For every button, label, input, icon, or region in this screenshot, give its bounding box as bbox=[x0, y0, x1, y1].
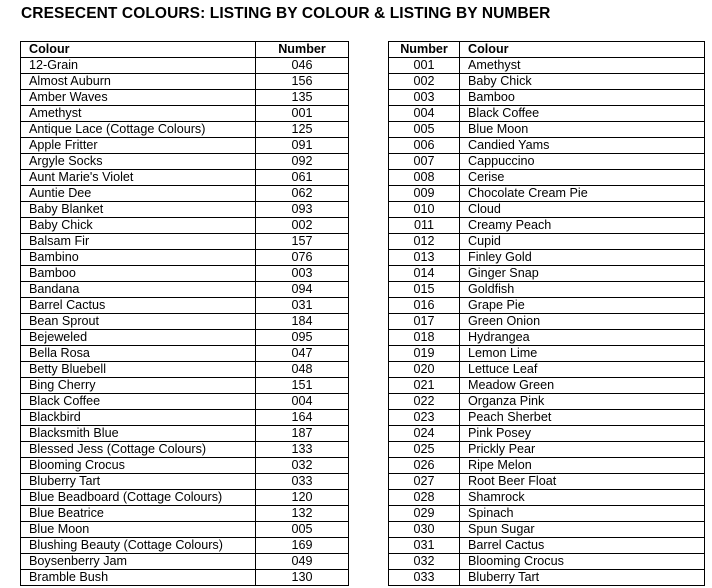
table-row bbox=[389, 538, 705, 554]
colour-name-cell: Grape Pie bbox=[460, 298, 705, 314]
colour-number-cell: 026 bbox=[389, 458, 460, 474]
table-row bbox=[389, 346, 705, 362]
colour-number-cell: 076 bbox=[256, 250, 349, 266]
colour-name-cell: Barrel Cactus bbox=[21, 298, 256, 314]
table-row bbox=[389, 218, 705, 234]
table-row bbox=[21, 458, 349, 474]
table-row bbox=[21, 186, 349, 202]
colour-name-cell: 12-Grain bbox=[21, 58, 256, 74]
colour-number-cell: 169 bbox=[256, 538, 349, 554]
table-row bbox=[21, 394, 349, 410]
table-row bbox=[389, 266, 705, 282]
colour-number-cell: 156 bbox=[256, 74, 349, 90]
colour-name-cell: Finley Gold bbox=[460, 250, 705, 266]
table-row bbox=[389, 282, 705, 298]
colour-name-cell: Blue Moon bbox=[460, 122, 705, 138]
colour-number-cell: 033 bbox=[256, 474, 349, 490]
table-row bbox=[21, 426, 349, 442]
table-row bbox=[21, 570, 349, 586]
colour-number-cell: 015 bbox=[389, 282, 460, 298]
table-row bbox=[389, 378, 705, 394]
colour-name-cell: Bean Sprout bbox=[21, 314, 256, 330]
listing-by-colour-table bbox=[20, 41, 349, 586]
colour-number-cell: 135 bbox=[256, 90, 349, 106]
colour-name-cell: Auntie Dee bbox=[21, 186, 256, 202]
colour-number-cell: 046 bbox=[256, 58, 349, 74]
colour-name-cell: Bluberry Tart bbox=[460, 570, 705, 586]
colour-name-cell: Amethyst bbox=[460, 58, 705, 74]
table-row bbox=[21, 58, 349, 74]
colour-number-cell: 029 bbox=[389, 506, 460, 522]
colour-number-cell: 048 bbox=[256, 362, 349, 378]
table-row bbox=[21, 218, 349, 234]
colour-number-cell: 094 bbox=[256, 282, 349, 298]
table-row bbox=[21, 362, 349, 378]
table-row bbox=[21, 314, 349, 330]
colour-number-cell: 032 bbox=[256, 458, 349, 474]
colour-number-cell: 157 bbox=[256, 234, 349, 250]
table-row bbox=[389, 426, 705, 442]
colour-number-cell: 018 bbox=[389, 330, 460, 346]
colour-name-cell: Bamboo bbox=[21, 266, 256, 282]
colour-name-cell: Blue Moon bbox=[21, 522, 256, 538]
colour-name-cell: Cappuccino bbox=[460, 154, 705, 170]
table-row bbox=[21, 234, 349, 250]
colour-name-cell: Hydrangea bbox=[460, 330, 705, 346]
colour-name-cell: Goldfish bbox=[460, 282, 705, 298]
colour-number-cell: 033 bbox=[389, 570, 460, 586]
colour-number-cell: 001 bbox=[256, 106, 349, 122]
table-row bbox=[389, 250, 705, 266]
table-row bbox=[389, 522, 705, 538]
colour-number-cell: 011 bbox=[389, 218, 460, 234]
colour-name-cell: Spinach bbox=[460, 506, 705, 522]
table-row bbox=[21, 250, 349, 266]
colour-number-cell: 133 bbox=[256, 442, 349, 458]
table-row bbox=[389, 234, 705, 250]
colour-number-cell: 010 bbox=[389, 202, 460, 218]
colour-number-cell: 003 bbox=[256, 266, 349, 282]
table-row bbox=[21, 346, 349, 362]
colour-name-cell: Blooming Crocus bbox=[460, 554, 705, 570]
table-row bbox=[389, 138, 705, 154]
colour-name-cell: Blue Beatrice bbox=[21, 506, 256, 522]
colour-name-cell: Root Beer Float bbox=[460, 474, 705, 490]
colour-number-cell: 016 bbox=[389, 298, 460, 314]
table-row bbox=[21, 538, 349, 554]
colour-name-cell: Amethyst bbox=[21, 106, 256, 122]
colour-number-cell: 120 bbox=[256, 490, 349, 506]
colour-number-cell: 005 bbox=[389, 122, 460, 138]
table-row bbox=[21, 490, 349, 506]
page-title: CRESECENT COLOURS: LISTING BY COLOUR & LISTING BY NUMBER bbox=[21, 5, 551, 22]
colour-number-cell: 003 bbox=[389, 90, 460, 106]
colour-name-cell: Spun Sugar bbox=[460, 522, 705, 538]
table-row bbox=[21, 90, 349, 106]
colour-name-cell: Prickly Pear bbox=[460, 442, 705, 458]
table-row bbox=[389, 122, 705, 138]
colour-name-cell: Balsam Fir bbox=[21, 234, 256, 250]
colour-name-cell: Black Coffee bbox=[460, 106, 705, 122]
header-number: Number bbox=[256, 42, 349, 58]
table-row bbox=[21, 474, 349, 490]
colour-number-cell: 093 bbox=[256, 202, 349, 218]
colour-name-cell: Blackbird bbox=[21, 410, 256, 426]
colour-number-cell: 007 bbox=[389, 154, 460, 170]
colour-name-cell: Amber Waves bbox=[21, 90, 256, 106]
colour-name-cell: Bella Rosa bbox=[21, 346, 256, 362]
colour-number-cell: 013 bbox=[389, 250, 460, 266]
colour-number-cell: 130 bbox=[256, 570, 349, 586]
colour-name-cell: Candied Yams bbox=[460, 138, 705, 154]
colour-name-cell: Boysenberry Jam bbox=[21, 554, 256, 570]
colour-name-cell: Baby Chick bbox=[21, 218, 256, 234]
colour-number-cell: 001 bbox=[389, 58, 460, 74]
table-row bbox=[389, 58, 705, 74]
colour-name-cell: Peach Sherbet bbox=[460, 410, 705, 426]
colour-number-cell: 004 bbox=[389, 106, 460, 122]
table-row bbox=[21, 74, 349, 90]
colour-name-cell: Black Coffee bbox=[21, 394, 256, 410]
colour-number-cell: 091 bbox=[256, 138, 349, 154]
colour-number-cell: 002 bbox=[389, 74, 460, 90]
colour-number-cell: 049 bbox=[256, 554, 349, 570]
colour-number-cell: 031 bbox=[256, 298, 349, 314]
table-row bbox=[21, 154, 349, 170]
table-row bbox=[389, 154, 705, 170]
colour-number-cell: 020 bbox=[389, 362, 460, 378]
colour-number-cell: 024 bbox=[389, 426, 460, 442]
colour-number-cell: 028 bbox=[389, 490, 460, 506]
header-row bbox=[21, 42, 349, 58]
colour-name-cell: Bamboo bbox=[460, 90, 705, 106]
colour-name-cell: Green Onion bbox=[460, 314, 705, 330]
colour-number-cell: 164 bbox=[256, 410, 349, 426]
header-colour: Colour bbox=[460, 42, 705, 58]
table-row bbox=[21, 138, 349, 154]
header-row bbox=[389, 42, 705, 58]
colour-number-cell: 095 bbox=[256, 330, 349, 346]
table-row bbox=[389, 298, 705, 314]
colour-name-cell: Bluberry Tart bbox=[21, 474, 256, 490]
table-row bbox=[389, 362, 705, 378]
table-row bbox=[389, 474, 705, 490]
colour-number-cell: 047 bbox=[256, 346, 349, 362]
table-row bbox=[389, 394, 705, 410]
colour-name-cell: Shamrock bbox=[460, 490, 705, 506]
listing-by-number-table bbox=[388, 41, 705, 586]
colour-number-cell: 014 bbox=[389, 266, 460, 282]
colour-name-cell: Pink Posey bbox=[460, 426, 705, 442]
colour-name-cell: Barrel Cactus bbox=[460, 538, 705, 554]
colour-number-cell: 030 bbox=[389, 522, 460, 538]
colour-number-cell: 027 bbox=[389, 474, 460, 490]
table-row bbox=[389, 506, 705, 522]
colour-number-cell: 025 bbox=[389, 442, 460, 458]
colour-name-cell: Cloud bbox=[460, 202, 705, 218]
colour-name-cell: Blooming Crocus bbox=[21, 458, 256, 474]
colour-number-cell: 008 bbox=[389, 170, 460, 186]
colour-name-cell: Antique Lace (Cottage Colours) bbox=[21, 122, 256, 138]
colour-name-cell: Blue Beadboard (Cottage Colours) bbox=[21, 490, 256, 506]
colour-number-cell: 032 bbox=[389, 554, 460, 570]
colour-number-cell: 092 bbox=[256, 154, 349, 170]
colour-number-cell: 187 bbox=[256, 426, 349, 442]
table-row bbox=[21, 298, 349, 314]
colour-number-cell: 031 bbox=[389, 538, 460, 554]
table-row bbox=[21, 522, 349, 538]
table-row bbox=[389, 106, 705, 122]
colour-name-cell: Baby Blanket bbox=[21, 202, 256, 218]
table-row bbox=[389, 570, 705, 586]
colour-number-cell: 019 bbox=[389, 346, 460, 362]
colour-name-cell: Bambino bbox=[21, 250, 256, 266]
colour-name-cell: Aunt Marie's Violet bbox=[21, 170, 256, 186]
table-row bbox=[389, 170, 705, 186]
colour-name-cell: Ripe Melon bbox=[460, 458, 705, 474]
colour-number-cell: 002 bbox=[256, 218, 349, 234]
colour-number-cell: 021 bbox=[389, 378, 460, 394]
table-row bbox=[21, 506, 349, 522]
colour-name-cell: Bandana bbox=[21, 282, 256, 298]
table-row bbox=[21, 170, 349, 186]
table-row bbox=[389, 202, 705, 218]
colour-number-cell: 023 bbox=[389, 410, 460, 426]
colour-name-cell: Organza Pink bbox=[460, 394, 705, 410]
colour-name-cell: Blushing Beauty (Cottage Colours) bbox=[21, 538, 256, 554]
colour-number-cell: 125 bbox=[256, 122, 349, 138]
header-colour: Colour bbox=[21, 42, 256, 58]
colour-name-cell: Blacksmith Blue bbox=[21, 426, 256, 442]
colour-name-cell: Lettuce Leaf bbox=[460, 362, 705, 378]
colour-name-cell: Betty Bluebell bbox=[21, 362, 256, 378]
table-row bbox=[389, 490, 705, 506]
table-row bbox=[21, 122, 349, 138]
table-row bbox=[21, 282, 349, 298]
colour-number-cell: 022 bbox=[389, 394, 460, 410]
table-row bbox=[21, 410, 349, 426]
colour-name-cell: Argyle Socks bbox=[21, 154, 256, 170]
table-row bbox=[21, 330, 349, 346]
colour-number-cell: 006 bbox=[389, 138, 460, 154]
colour-name-cell: Apple Fritter bbox=[21, 138, 256, 154]
colour-name-cell: Ginger Snap bbox=[460, 266, 705, 282]
colour-name-cell: Chocolate Cream Pie bbox=[460, 186, 705, 202]
colour-number-cell: 132 bbox=[256, 506, 349, 522]
colour-number-cell: 151 bbox=[256, 378, 349, 394]
colour-name-cell: Blessed Jess (Cottage Colours) bbox=[21, 442, 256, 458]
colour-name-cell: Bejeweled bbox=[21, 330, 256, 346]
colour-name-cell: Cerise bbox=[460, 170, 705, 186]
table-row bbox=[389, 314, 705, 330]
table-row bbox=[21, 442, 349, 458]
table-row bbox=[389, 442, 705, 458]
table-row bbox=[389, 410, 705, 426]
table-row bbox=[21, 266, 349, 282]
colour-number-cell: 062 bbox=[256, 186, 349, 202]
colour-name-cell: Meadow Green bbox=[460, 378, 705, 394]
table-row bbox=[389, 458, 705, 474]
colour-name-cell: Bramble Bush bbox=[21, 570, 256, 586]
colour-name-cell: Baby Chick bbox=[460, 74, 705, 90]
colour-number-cell: 005 bbox=[256, 522, 349, 538]
header-number: Number bbox=[389, 42, 460, 58]
table-row bbox=[389, 186, 705, 202]
table-row bbox=[21, 106, 349, 122]
colour-name-cell: Bing Cherry bbox=[21, 378, 256, 394]
table-row bbox=[389, 554, 705, 570]
colour-number-cell: 184 bbox=[256, 314, 349, 330]
colour-name-cell: Lemon Lime bbox=[460, 346, 705, 362]
table-row bbox=[389, 330, 705, 346]
colour-number-cell: 004 bbox=[256, 394, 349, 410]
table-row bbox=[389, 74, 705, 90]
colour-name-cell: Cupid bbox=[460, 234, 705, 250]
colour-number-cell: 009 bbox=[389, 186, 460, 202]
colour-name-cell: Almost Auburn bbox=[21, 74, 256, 90]
colour-number-cell: 012 bbox=[389, 234, 460, 250]
table-row bbox=[21, 202, 349, 218]
table-row bbox=[389, 90, 705, 106]
colour-number-cell: 061 bbox=[256, 170, 349, 186]
table-row bbox=[21, 554, 349, 570]
colour-name-cell: Creamy Peach bbox=[460, 218, 705, 234]
table-row bbox=[21, 378, 349, 394]
colour-number-cell: 017 bbox=[389, 314, 460, 330]
